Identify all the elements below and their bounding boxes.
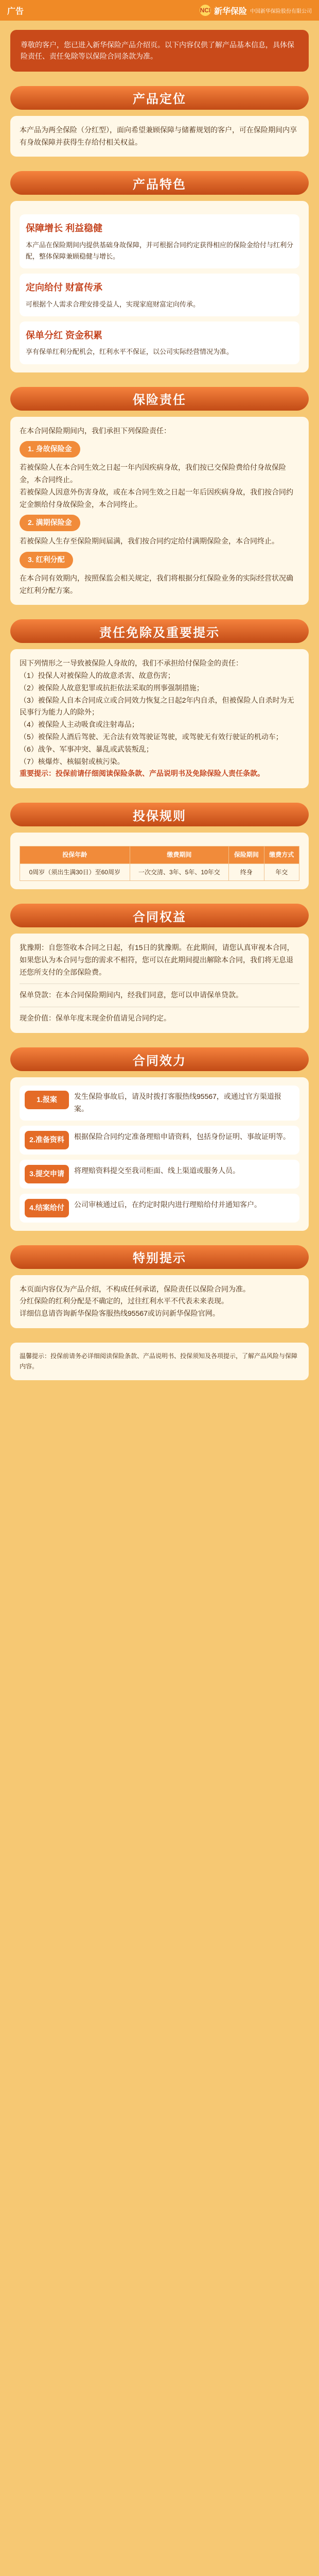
special-line-2: 分红保险的红利分配是不确定的，过往红利水平不代表未来表现。 xyxy=(20,1297,228,1306)
insure-rules-body xyxy=(10,833,309,889)
service-step-text-3: 将理赔资料提交至我司柜面、线上渠道或服务人员。 xyxy=(74,1166,240,1175)
ad-tag: 广告 xyxy=(7,7,24,16)
service-step-4 xyxy=(20,1194,299,1223)
feature-title-1: 保障增长 利益稳健 xyxy=(26,223,103,234)
liability-line-4: 若被保险人生存至保险期间届满，我们按合同约定给付满期保险金，本合同终止。 xyxy=(20,537,279,546)
product-features-section xyxy=(10,171,309,372)
service-step-text-1: 发生保险事故后，请及时拨打客服热线95567，或通过官方渠道报案。 xyxy=(74,1092,281,1113)
exclusion-line-4: （3）被保险人自本合同成立或合同效力恢复之日起2年内自杀，但被保险人自杀时为无民事行为能力人的除外； xyxy=(20,696,294,717)
feature-box-1 xyxy=(20,214,299,268)
service-step-text-2: 根据保险合同约定准备理赔申请资料，包括身份证明、事故证明等。 xyxy=(74,1132,290,1141)
exclusion-line-7: （6）战争、军事冲突、暴乱或武装叛乱； xyxy=(20,744,153,753)
product-position-section xyxy=(10,86,309,157)
service-body xyxy=(10,1077,309,1231)
rights-title: 合同权益 xyxy=(10,904,309,927)
service-section xyxy=(10,1047,309,1231)
feature-text-3: 享有保单红利分配机会，红利水平不保证，以公司实际经营情况为准。 xyxy=(26,348,234,356)
feature-text-2: 可根据个人需求合理安排受益人，实现家庭财富定向传承。 xyxy=(26,300,200,308)
liability-line-2: 若被保险人在本合同生效之日起一年内因疾病身故，我们按已交保险费给付身故保险金，本合同终止。 xyxy=(20,463,286,484)
service-step-label-4: 4.结案给付 xyxy=(25,1199,69,1217)
exclusions-section xyxy=(10,619,309,788)
rights-body xyxy=(10,934,309,1033)
product-features-title: 产品特色 xyxy=(10,171,309,195)
feature-title-3: 保单分红 资金积累 xyxy=(26,330,103,341)
service-step-label-1: 1.报案 xyxy=(25,1091,69,1109)
feature-box-3 xyxy=(20,321,299,364)
service-steps xyxy=(20,1086,299,1223)
table-header-payment-period: 缴费期间 xyxy=(130,846,229,863)
feature-title-2: 定向给付 财富传承 xyxy=(26,282,103,293)
service-step-label-2: 2.准备资料 xyxy=(25,1131,69,1149)
exclusion-line-2: （1）投保人对被保险人的故意杀害、故意伤害； xyxy=(20,671,175,680)
special-line-1: 本页面内容仅为产品介绍，不构成任何承诺，保险责任以保险合同为准。 xyxy=(20,1284,250,1293)
insurance-liability-body xyxy=(10,417,309,605)
service-title: 合同效力 xyxy=(10,1047,309,1071)
table-cell-payment-period: 一次交清、3年、5年、10年交 xyxy=(130,863,229,880)
product-position-body: 本产品为两全保险（分红型），面向希望兼顾保障与储蓄规划的客户，可在保险期间内享有身故保障并获得生存给付相关权益。 xyxy=(10,116,309,157)
liability-subtitle-1: 1. 身故保险金 xyxy=(20,441,80,457)
exclusions-body xyxy=(10,649,309,788)
intro-panel: 尊敬的客户，您已进入新华保险产品介绍页。以下内容仅供了解产品基本信息，具体保险责任、责任免除等以保险合同条款为准。 xyxy=(10,30,309,72)
exclusion-line-3: （2）被保险人故意犯罪或抗拒依法采取的刑事强制措施； xyxy=(20,683,204,692)
insurance-liability-section xyxy=(10,387,309,605)
feature-text-1: 本产品在保险期间内提供基础身故保障，并可根据合同约定获得相应的保险金给付与红利分配，整体保障兼顾稳健与增长。 xyxy=(26,241,294,261)
special-section xyxy=(10,1245,309,1328)
product-position-title: 产品定位 xyxy=(10,86,309,110)
special-title: 特别提示 xyxy=(10,1245,309,1269)
exclusion-important-note: 重要提示：投保前请仔细阅读保险条款、产品说明书及免除保险人责任条款。 xyxy=(20,769,264,778)
table-cell-payment-method: 年交 xyxy=(264,863,299,880)
exclusion-line-5: （4）被保险人主动吸食或注射毒品； xyxy=(20,720,139,729)
brand-subtitle: 中国新华保险股份有限公司 xyxy=(250,8,312,14)
exclusion-line-8: （7）核爆炸、核辐射或核污染。 xyxy=(20,757,125,766)
special-line-3: 详细信息请咨询新华保险客服热线95567或访问新华保险官网。 xyxy=(20,1309,220,1318)
table-header-age: 投保年龄 xyxy=(20,846,130,863)
table-cell-insurance-period: 终身 xyxy=(229,863,264,880)
liability-line-5: 在本合同有效期内，按照保监会相关规定，我们将根据分红保险业务的实际经营状况确定红利分配方案。 xyxy=(20,573,293,595)
service-step-3 xyxy=(20,1160,299,1189)
liability-line-1: 在本合同保险期间内，我们承担下列保险责任： xyxy=(20,426,171,435)
special-body xyxy=(10,1275,309,1328)
rights-section xyxy=(10,904,309,1033)
brand-badge: NCI xyxy=(200,5,211,16)
insurance-liability-title: 保险责任 xyxy=(10,387,309,411)
table-cell-age: 0周岁（须出生满30日）至60周岁 xyxy=(20,863,130,880)
liability-subtitle-3: 3. 红利分配 xyxy=(20,552,73,568)
exclusion-line-6: （5）被保险人酒后驾驶、无合法有效驾驶证驾驶，或驾驶无有效行驶证的机动车； xyxy=(20,733,283,741)
service-step-2 xyxy=(20,1126,299,1155)
table-header-insurance-period: 保险期间 xyxy=(229,846,264,863)
feature-box-2 xyxy=(20,274,299,316)
liability-line-3: 若被保险人因意外伤害身故，或在本合同生效之日起一年后因疾病身故，我们按合同约定金额给付身故保险金，本合同终止。 xyxy=(20,487,293,509)
service-step-label-3: 3.提交申请 xyxy=(25,1165,69,1183)
insure-rules-section xyxy=(10,803,309,889)
exclusions-title: 责任免除及重要提示 xyxy=(10,619,309,643)
rights-line-3: 现金价值：保单年度末现金价值请见合同约定。 xyxy=(20,1014,171,1023)
table-row xyxy=(20,863,299,880)
top-bar xyxy=(0,0,319,21)
insure-rules-table xyxy=(20,846,299,881)
rights-line-2: 保单贷款：在本合同保险期间内，经我们同意，您可以申请保单贷款。 xyxy=(20,991,243,999)
liability-subtitle-2: 2. 满期保险金 xyxy=(20,515,80,531)
exclusion-line-1: 因下列情形之一导致被保险人身故的，我们不承担给付保险金的责任： xyxy=(20,659,243,668)
product-features-body xyxy=(10,201,309,372)
footer-note: 温馨提示：投保前请务必详细阅读保险条款、产品说明书、投保须知及各项提示，了解产品风险与保障内容。 xyxy=(10,1343,309,1380)
brand-name: 新华保险 xyxy=(214,7,247,16)
rights-line-1: 犹豫期：自您签收本合同之日起，有15日的犹豫期。在此期间，请您认真审视本合同，如果您认为本合同与您的需求不相符，您可以在此期间提出解除本合同，我们将无息退还您所支付的全部保险费。 xyxy=(20,943,294,976)
brand xyxy=(200,5,312,16)
table-header-payment-method: 缴费方式 xyxy=(264,846,299,863)
insure-rules-title: 投保规则 xyxy=(10,803,309,826)
service-step-text-4: 公司审核通过后，在约定时限内进行理赔给付并通知客户。 xyxy=(74,1200,261,1209)
service-step-1 xyxy=(20,1086,299,1121)
